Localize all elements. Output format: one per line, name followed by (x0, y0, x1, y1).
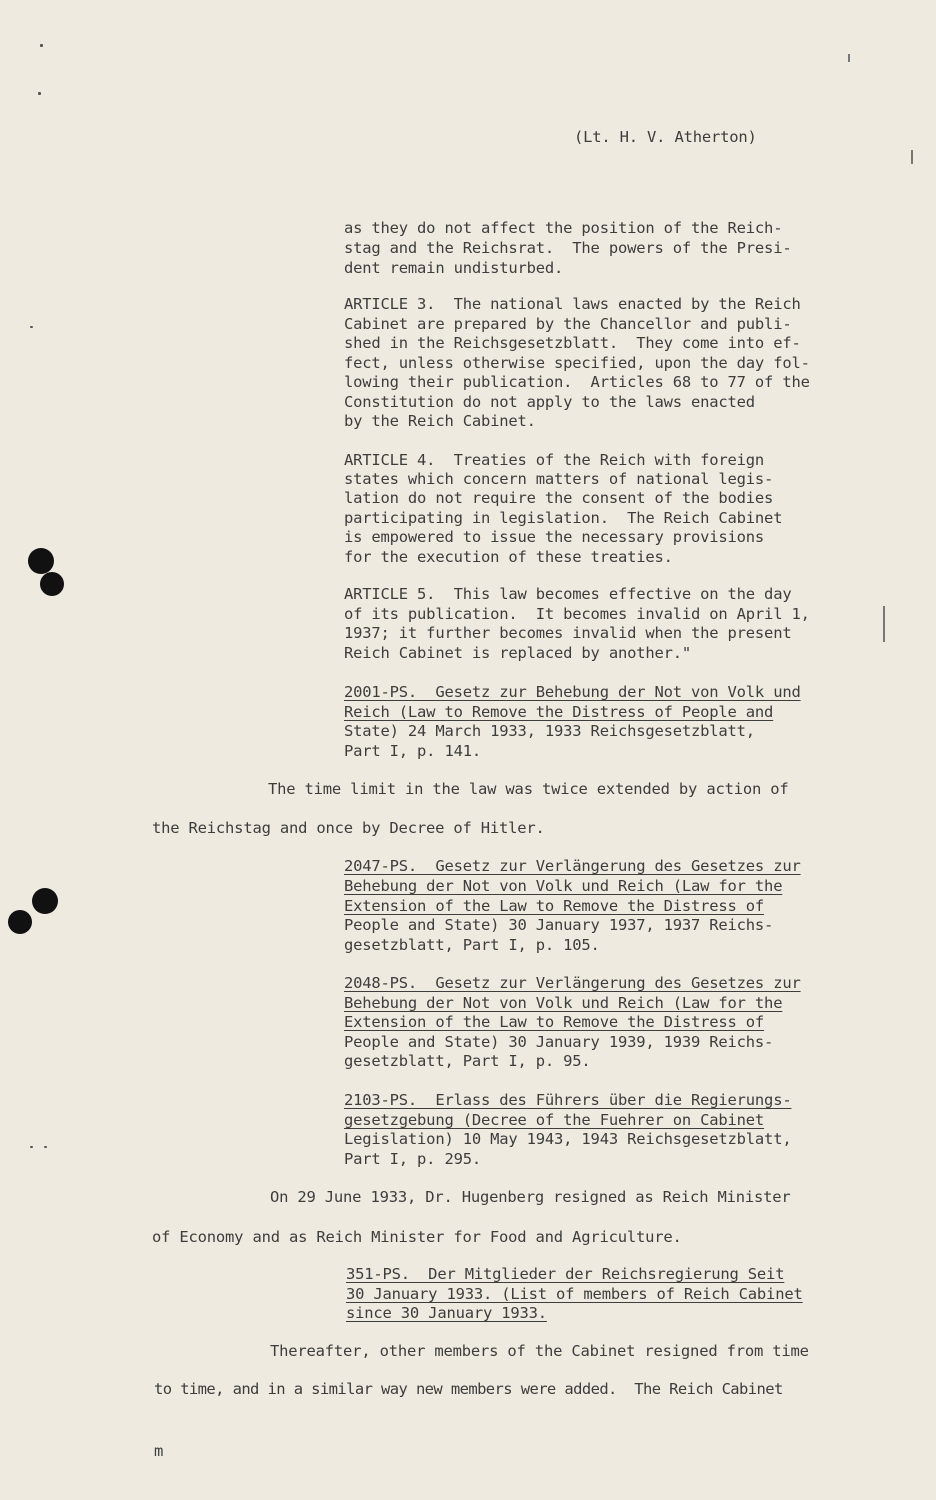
margin-speck (40, 44, 43, 47)
citation-2001-ps: State) 24 March 1933, 1933 Reichsgesetzblatt, (344, 722, 755, 740)
body-paragraph-line: The time limit in the law was twice extended by action of (268, 780, 789, 798)
margin-speck (30, 326, 33, 328)
citation-2047-ps: gesetzblatt, Part I, p. 105. (344, 936, 600, 954)
punch-hole-lower (32, 888, 58, 914)
punch-hole-lower-b (8, 910, 32, 934)
article-3-line: shed in the Reichsgesetzblatt. They come into ef- (344, 334, 801, 352)
citation-2103-ps: Legislation) 10 May 1943, 1943 Reichsgesetzblatt, (344, 1130, 792, 1148)
punch-hole-upper (28, 548, 54, 574)
body-paragraph-line: to time, and in a similar way new members were added. The Reich Cabinet (154, 1380, 783, 1398)
article-5-line: 1937; it further becomes invalid when the present (344, 624, 792, 642)
margin-speck (30, 1146, 33, 1148)
article-3-line: fect, unless otherwise specified, upon the day fol- (344, 354, 810, 372)
citation-2048-ps: Extension of the Law to Remove the Distress of (344, 1013, 765, 1031)
citation-2048-ps: Behebung der Not von Volk und Reich (Law for the (344, 994, 783, 1012)
body-line: as they do not affect the position of the Reich- (344, 219, 783, 237)
article-3-line: Cabinet are prepared by the Chancellor and publi- (344, 315, 792, 333)
citation-2047-ps: People and State) 30 January 1937, 1937 Reichs- (344, 916, 774, 934)
margin-speck (44, 1146, 47, 1148)
citation-2001-ps: Part I, p. 141. (344, 742, 481, 760)
article-5-line: of its publication. It becomes invalid on April 1, (344, 605, 810, 623)
margin-rule-mark (848, 54, 850, 62)
article-4-line: states which concern matters of national legis- (344, 470, 774, 488)
citation-351-ps: 30 January 1933. (List of members of Reich Cabinet (346, 1285, 803, 1303)
page-footer-mark: m (154, 1442, 164, 1460)
body-paragraph-line: Thereafter, other members of the Cabinet resigned from time (270, 1342, 809, 1360)
article-4-line: ARTICLE 4. Treaties of the Reich with foreign (344, 451, 765, 469)
citation-2047-ps: Extension of the Law to Remove the Distress of (344, 897, 765, 915)
margin-rule-mark (883, 606, 885, 642)
citation-2048-ps: gesetzblatt, Part I, p. 95. (344, 1052, 591, 1070)
article-3-line: Constitution do not apply to the laws enacted (344, 393, 755, 411)
article-4-line: lation do not require the consent of the bodies (344, 489, 774, 507)
article-4-line: is empowered to issue the necessary provisions (344, 528, 765, 546)
citation-2048-ps: 2048-PS. Gesetz zur Verlängerung des Gesetzes zur (344, 974, 801, 992)
citation-2047-ps: 2047-PS. Gesetz zur Verlängerung des Gesetzes zur (344, 857, 801, 875)
citation-351-ps: 351-PS. Der Mitglieder der Reichsregierung Seit (346, 1265, 785, 1283)
citation-351-ps: since 30 January 1933. (346, 1304, 547, 1322)
margin-rule-mark (911, 150, 913, 164)
article-5-line: ARTICLE 5. This law becomes effective on the day (344, 585, 792, 603)
citation-2001-ps: Reich (Law to Remove the Distress of People and (344, 703, 774, 721)
citation-2103-ps: gesetzgebung (Decree of the Fuehrer on Cabinet (344, 1111, 765, 1129)
body-paragraph-line: of Economy and as Reich Minister for Food and Agriculture. (152, 1228, 682, 1246)
article-4-line: participating in legislation. The Reich Cabinet (344, 509, 783, 527)
citation-2103-ps: Part I, p. 295. (344, 1150, 481, 1168)
body-paragraph-line: On 29 June 1933, Dr. Hugenberg resigned as Reich Minister (270, 1188, 791, 1206)
article-3-line: lowing their publication. Articles 68 to 77 of the (344, 373, 810, 391)
margin-speck (38, 92, 41, 95)
article-3-line: ARTICLE 3. The national laws enacted by the Reich (344, 295, 801, 313)
citation-2103-ps: 2103-PS. Erlass des Führers über die Regierungs- (344, 1091, 792, 1109)
article-4-line: for the execution of these treaties. (344, 548, 673, 566)
citation-2048-ps: People and State) 30 January 1939, 1939 Reichs- (344, 1033, 774, 1051)
citation-2047-ps: Behebung der Not von Volk und Reich (Law for the (344, 877, 783, 895)
body-line: dent remain undisturbed. (344, 259, 564, 277)
punch-hole-upper-b (40, 572, 64, 596)
body-paragraph-line: the Reichstag and once by Decree of Hitler. (152, 819, 545, 837)
article-5-line: Reich Cabinet is replaced by another." (344, 644, 692, 662)
article-3-line: by the Reich Cabinet. (344, 412, 536, 430)
attribution-header: (Lt. H. V. Atherton) (574, 128, 757, 146)
body-line: stag and the Reichsrat. The powers of the Presi- (344, 239, 792, 257)
citation-2001-ps: 2001-PS. Gesetz zur Behebung der Not von Volk und (344, 683, 801, 701)
